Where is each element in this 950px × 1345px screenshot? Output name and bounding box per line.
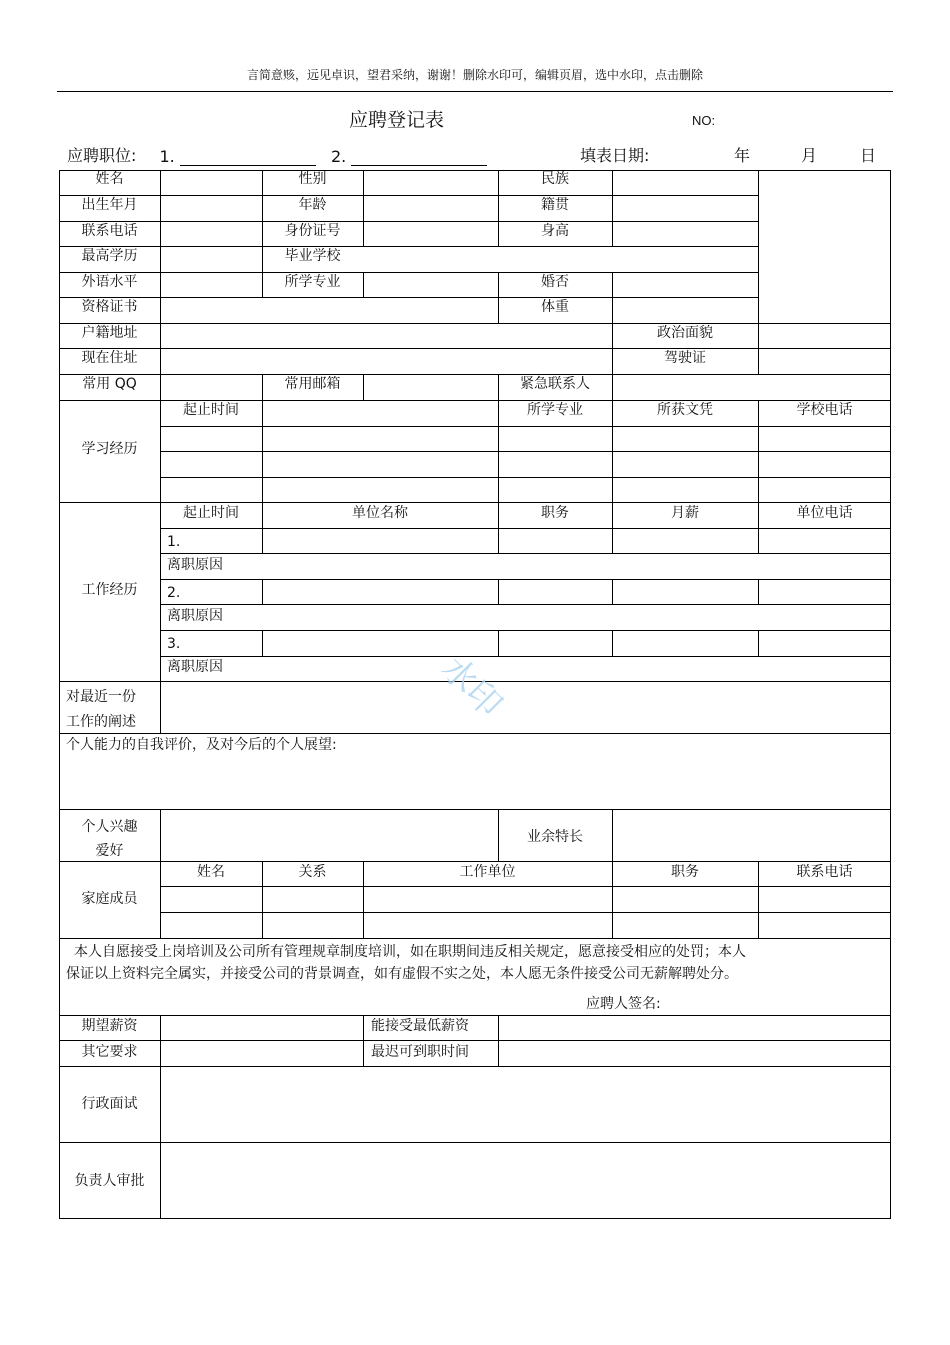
leave-reason-1: 离职原因 — [167, 557, 223, 573]
position-row — [67, 143, 497, 166]
major-label: 所学专业 — [284, 274, 341, 290]
leave-reason-2: 离职原因 — [167, 608, 223, 624]
gender-label: 性别 — [298, 171, 327, 187]
native-label: 籍贯 — [541, 197, 569, 213]
politics-label: 政治面貌 — [657, 325, 713, 341]
address-label: 现在住址 — [81, 350, 138, 366]
work-salary-header: 月薪 — [671, 505, 699, 521]
position-opt2-field[interactable] — [351, 151, 487, 166]
name-label: 姓名 — [95, 171, 124, 187]
start-time-label: 最迟可到职时间 — [371, 1044, 469, 1060]
position-opt1-field[interactable] — [180, 151, 316, 166]
study-period-header: 起止时间 — [183, 402, 239, 418]
date-day-label: 日 — [860, 146, 877, 165]
study-major-header: 所学专业 — [527, 402, 583, 418]
work-company-phone-header: 单位电话 — [796, 505, 853, 521]
date-month-label: 月 — [801, 146, 818, 165]
position-opt1-label: 1. — [159, 147, 175, 166]
language-label: 外语水平 — [81, 274, 138, 290]
admin-interview-label: 行政面试 — [81, 1096, 138, 1112]
work-item-1: 1. — [167, 534, 181, 550]
school-label: 毕业学校 — [284, 248, 341, 264]
form-title: 应聘登记表 — [348, 109, 444, 131]
family-workplace-header: 工作单位 — [459, 864, 516, 880]
declaration — [66, 941, 746, 985]
header-note: 言简意赅，远见卓识，望君采纳，谢谢！删除水印可，编辑页眉，选中水印，点击删除 — [246, 68, 703, 82]
work-item-3: 3. — [167, 636, 181, 652]
study-section-label: 学习经历 — [81, 441, 138, 457]
recent-job-line1: 对最近一份 — [66, 689, 136, 705]
height-label: 身高 — [541, 223, 569, 239]
hobbies-line1: 个人兴趣 — [81, 819, 138, 835]
date-year-label: 年 — [734, 146, 751, 165]
position-opt2-label: 2. — [330, 147, 347, 166]
declaration-line2: 保证以上资料完全属实，并接受公司的背景调查，如有虚假不实之处，本人愿无条件接受公司无薪解聘处分。 — [66, 966, 738, 982]
hobbies-label — [59, 815, 160, 863]
family-position-header: 职务 — [671, 864, 699, 880]
marriage-label: 婚否 — [541, 274, 569, 290]
watermark: 水印 — [433, 648, 510, 726]
certificate-label: 资格证书 — [81, 299, 138, 315]
self-evaluation-label: 个人能力的自我评价，及对今后的个人展望: — [66, 737, 337, 753]
specialty-label: 业余特长 — [527, 829, 583, 845]
education-label: 最高学历 — [81, 248, 138, 264]
recent-job-label — [66, 685, 136, 735]
license-label: 驾驶证 — [664, 350, 706, 366]
expected-salary-label: 期望薪资 — [81, 1018, 138, 1034]
work-section-label: 工作经历 — [81, 582, 138, 598]
other-requirements-label: 其它要求 — [81, 1044, 138, 1060]
qq-label: 常用 QQ — [82, 376, 137, 392]
family-name-header: 姓名 — [197, 864, 225, 880]
id-number-label: 身份证号 — [284, 223, 341, 239]
weight-label: 体重 — [541, 299, 569, 315]
signature-label: 应聘人签名: — [586, 996, 661, 1012]
work-period-header: 起止时间 — [183, 505, 239, 521]
header-rule — [57, 91, 893, 92]
phone-label: 联系电话 — [81, 223, 138, 239]
leave-reason-3: 离职原因 — [167, 659, 223, 675]
work-item-2: 2. — [167, 585, 181, 601]
recent-job-line2: 工作的阐述 — [66, 714, 136, 730]
family-phone-header: 联系电话 — [796, 864, 853, 880]
form-number-label: NO: — [692, 113, 716, 128]
birth-label: 出生年月 — [81, 197, 138, 213]
work-company-header: 单位名称 — [352, 505, 408, 521]
study-school-phone-header: 学校电话 — [796, 402, 853, 418]
study-diploma-header: 所获文凭 — [657, 402, 713, 418]
minimum-salary-label: 能接受最低薪资 — [371, 1018, 469, 1034]
declaration-line1: 本人自愿接受上岗培训及公司所有管理规章制度培训，如在职期间违反相关规定，愿意接受相应的处罚；本人 — [74, 944, 746, 960]
ethnicity-label: 民族 — [541, 171, 569, 187]
work-position-header: 职务 — [541, 505, 569, 521]
hobbies-line2: 爱好 — [95, 843, 124, 859]
email-label: 常用邮箱 — [284, 376, 341, 392]
emergency-contact-label: 紧急联系人 — [520, 376, 590, 392]
approval-label: 负责人审批 — [74, 1173, 145, 1189]
fill-date-label: 填表日期: — [580, 146, 650, 165]
family-relation-header: 关系 — [298, 864, 327, 880]
family-section-label: 家庭成员 — [81, 891, 138, 907]
hukou-label: 户籍地址 — [81, 325, 138, 341]
age-label: 年龄 — [298, 197, 327, 213]
position-label: 应聘职位: — [67, 146, 137, 165]
